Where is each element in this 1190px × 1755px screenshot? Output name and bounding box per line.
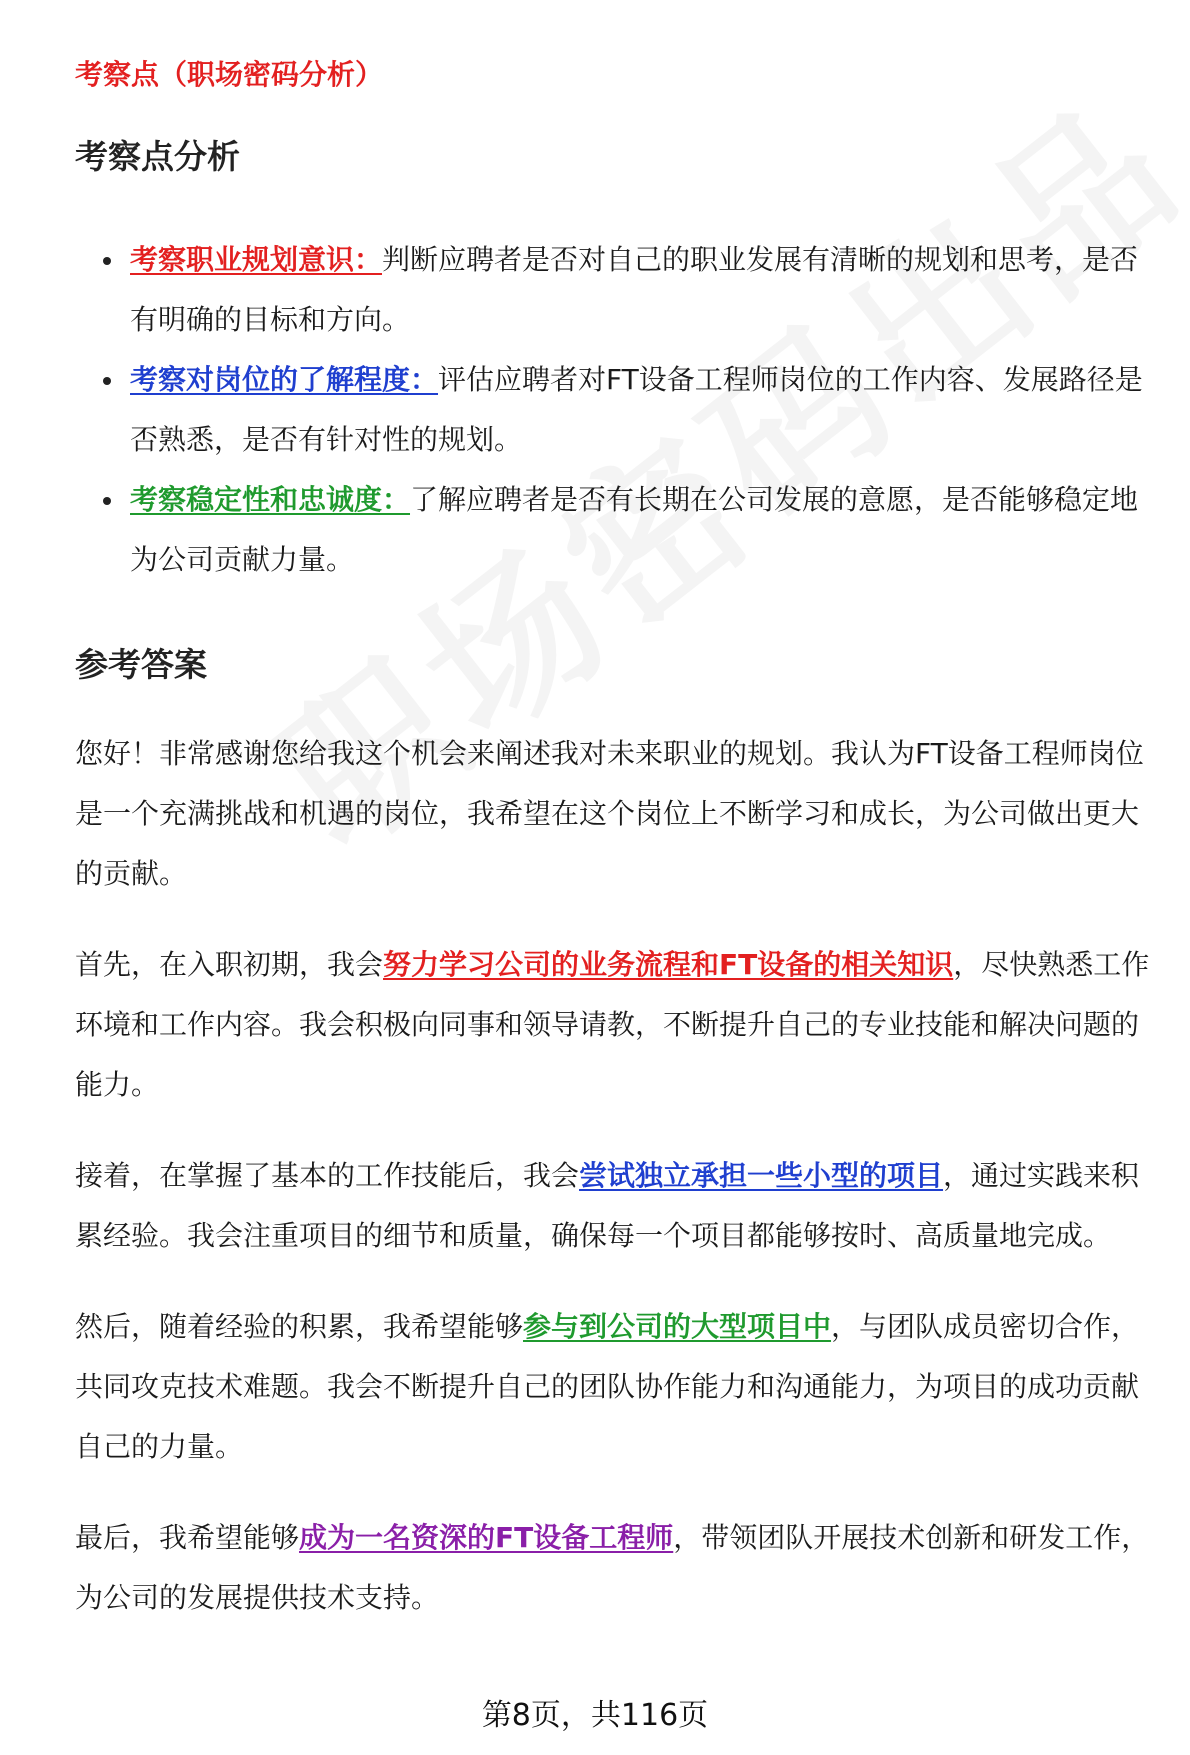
analysis-point xyxy=(75,230,1165,350)
page-number: 第8页，共116页 xyxy=(481,1698,709,1733)
answer-paragraph xyxy=(75,1297,1165,1477)
paragraph-text: 然后，随着经验的积累，我希望能够 xyxy=(75,1310,524,1343)
point-label: 考察对岗位的了解程度： xyxy=(130,363,439,396)
point-text: 评估应聘者对FT设备工程师岗位的工作内容、发展路径是否熟悉，是否有针对性的规划。 xyxy=(130,363,1143,456)
paragraph-text: 首先，在入职初期，我会 xyxy=(75,948,384,981)
paragraph-text: ，通过实践来积累经验。我会注重项目的细节和质量，确保每一个项目都能够按时、高质量地完成。 xyxy=(75,1159,1140,1252)
bullet-icon xyxy=(103,257,111,265)
answer-intro: 您好！非常感谢您给我这个机会来阐述我对未来职业的规划。我认为FT设备工程师岗位是一个充满挑战和机遇的岗位，我希望在这个岗位上不断学习和成长，为公司做出更大的贡献。 xyxy=(75,737,1144,890)
highlight-text: 成为一名资深的FT设备工程师 xyxy=(299,1521,674,1554)
analysis-point xyxy=(75,470,1165,590)
point-label: 考察稳定性和忠诚度： xyxy=(130,483,411,516)
point-text: 判断应聘者是否对自己的职业发展有清晰的规划和思考，是否有明确的目标和方向。 xyxy=(130,243,1139,336)
paragraph-text: ，带领团队开展技术创新和研发工作，为公司的发展提供技术支持。 xyxy=(75,1521,1150,1614)
paragraph-text: ，与团队成员密切合作，共同攻克技术难题。我会不断提升自己的团队协作能力和沟通能力，为项目的成功贡献自己的力量。 xyxy=(75,1310,1140,1463)
paragraph-text: ，尽快熟悉工作环境和工作内容。我会积极向同事和领导请教，不断提升自己的专业技能和解决问题的能力。 xyxy=(75,948,1150,1101)
answer-heading: 参考答案 xyxy=(75,645,207,684)
paragraph-text: 最后，我希望能够 xyxy=(75,1521,300,1554)
page-content xyxy=(75,52,1165,1628)
section-label: 考察点（职场密码分析） xyxy=(75,58,384,91)
highlight-text: 努力学习公司的业务流程和FT设备的相关知识 xyxy=(383,948,954,981)
answer-paragraph xyxy=(75,935,1165,1115)
analysis-point xyxy=(75,350,1165,470)
analysis-point-list xyxy=(75,230,1165,590)
bullet-icon xyxy=(103,497,111,505)
point-text: 了解应聘者是否有长期在公司发展的意愿，是否能够稳定地为公司贡献力量。 xyxy=(130,483,1139,576)
highlight-text: 参与到公司的大型项目中 xyxy=(523,1310,832,1343)
answer-paragraph xyxy=(75,1146,1165,1266)
paragraph-text: 接着，在掌握了基本的工作技能后，我会 xyxy=(75,1159,580,1192)
analysis-heading: 考察点分析 xyxy=(75,137,240,176)
highlight-text: 尝试独立承担一些小型的项目 xyxy=(579,1159,944,1192)
bullet-icon xyxy=(103,377,111,385)
answer-paragraph xyxy=(75,1508,1165,1628)
point-label: 考察职业规划意识： xyxy=(130,243,383,276)
